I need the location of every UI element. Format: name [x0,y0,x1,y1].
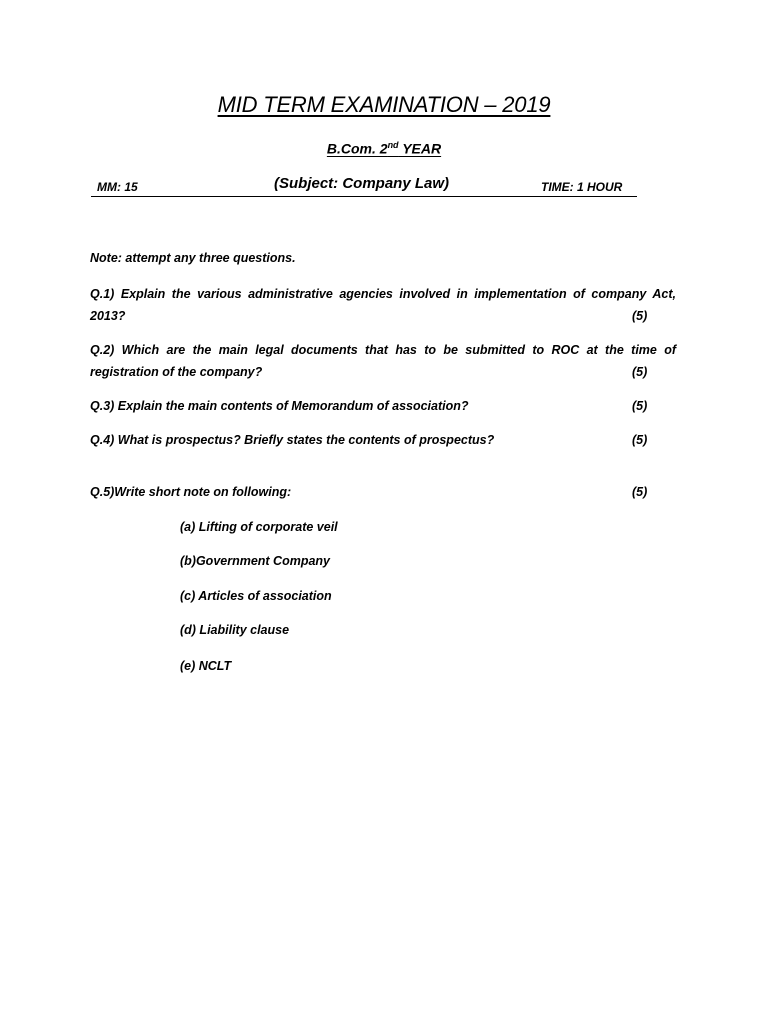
subject: (Subject: Company Law) [274,175,450,192]
instruction-note: Note: attempt any three questions. [90,251,296,265]
question-4-text: Q.4) What is prospectus? Briefly states the contents of prospectus? [90,433,495,447]
class-year-superscript: nd [387,140,399,150]
question-3-marks: (5) [632,399,648,413]
sub-item-b: (b)Government Company [180,554,331,568]
question-1-text-cont: 2013? [90,309,126,323]
question-1-marks: (5) [632,309,648,323]
question-1-line-2 [90,305,676,327]
exam-time: TIME: 1 HOUR [541,180,623,194]
sub-item-d: (d) Liability clause [180,623,290,637]
question-5-line-1 [90,481,676,503]
question-4-marks: (5) [632,433,648,447]
sub-item-e: (e) NCLT [180,659,232,673]
question-2 [90,339,676,383]
question-1 [90,283,676,327]
exam-meta-row [91,175,637,200]
question-5-text: Q.5)Write short note on following: [90,485,292,499]
question-4-line-1 [90,429,676,451]
exam-title: MID TERM EXAMINATION – 2019 [217,92,551,117]
question-5 [90,481,676,503]
question-3-text: Q.3) Explain the main contents of Memorandum of association? [90,399,469,413]
question-3 [90,395,676,417]
sub-item-c: (c) Articles of association [180,589,332,603]
class-year-suffix: YEAR [398,140,442,157]
meta-underline [91,196,637,197]
class-year [0,140,768,157]
question-1-line-1: Q.1) Explain the various administrative agencies involved in implementation of company Act, [90,287,676,301]
question-4 [90,429,676,451]
sub-item-a: (a) Lifting of corporate veil [180,520,338,534]
question-2-marks: (5) [632,365,648,379]
max-marks: MM: 15 [97,180,138,194]
class-year-prefix: B.Com. 2 [326,140,388,157]
question-2-line-1: Q.2) Which are the main legal documents that has to be submitted to ROC at the time of [90,343,676,357]
question-5-marks: (5) [632,485,648,499]
question-2-line-2 [90,361,676,383]
question-3-line-1 [90,395,676,417]
question-2-text-cont: registration of the company? [90,365,263,379]
